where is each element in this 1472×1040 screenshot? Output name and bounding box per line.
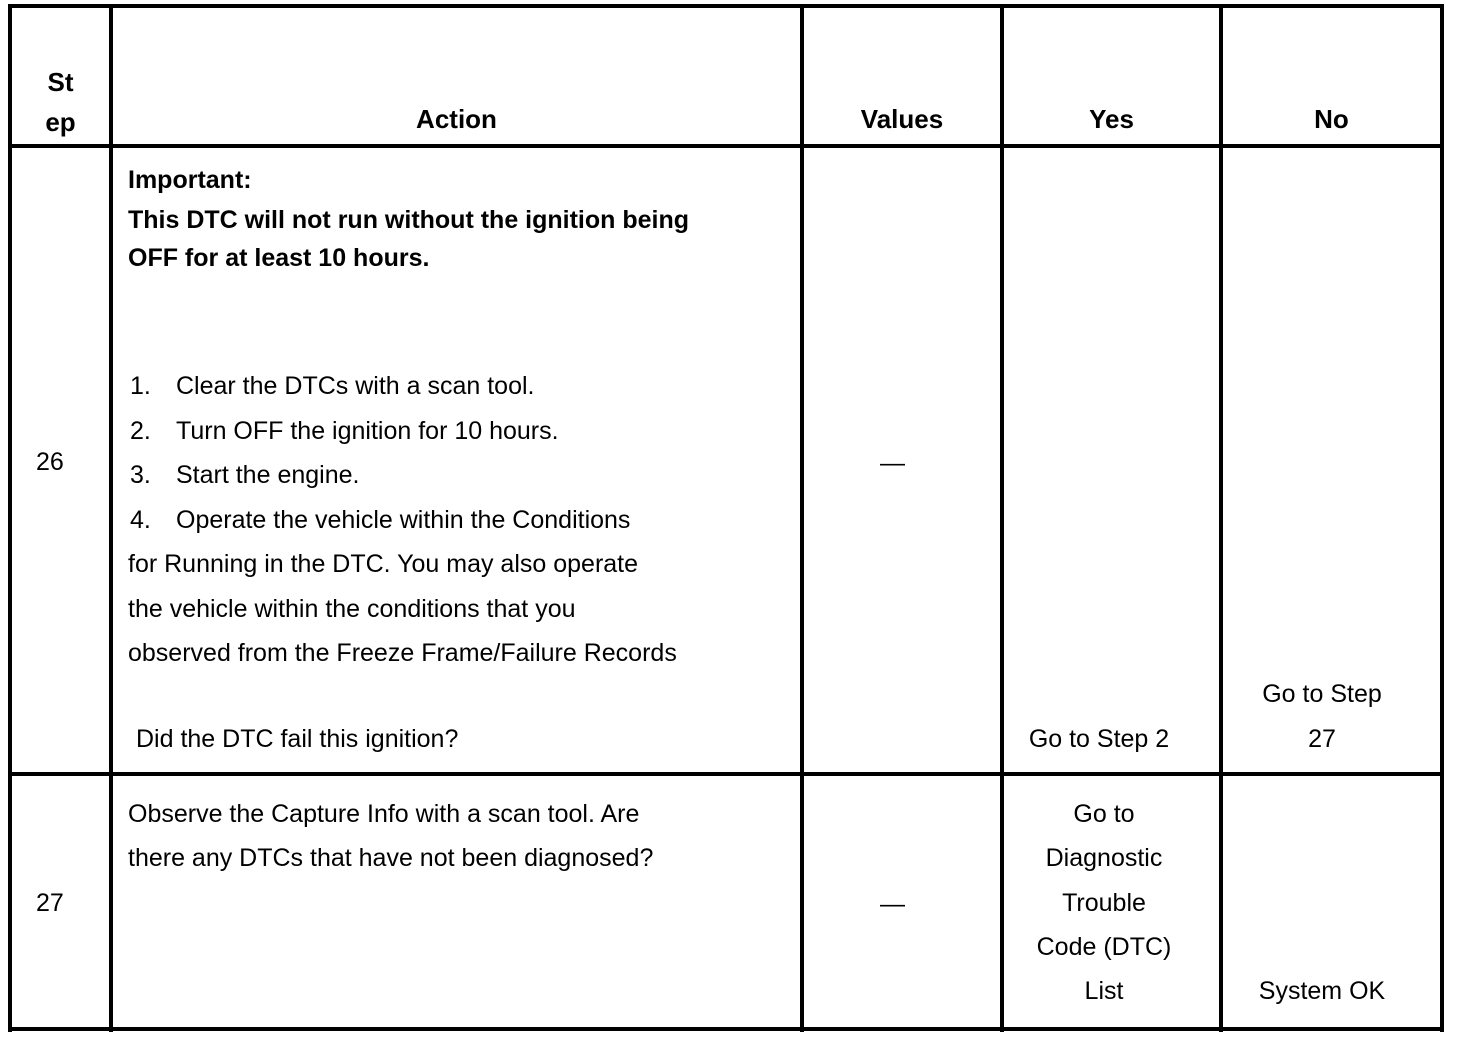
values-dash: — [880,890,905,918]
continuation-line: for Running in the DTC. You may also operate [128,550,639,578]
step-number: 26 [36,448,64,476]
yes-action-line: Trouble [1062,889,1146,917]
yes-action: Go to Step 2 [1028,725,1170,753]
no-action-line1: Go to Step [1262,680,1382,708]
list-item-number: 4. [130,506,151,534]
header-values: Values [860,104,944,134]
list-item-text: Turn OFF the ignition for 10 hours. [176,417,559,445]
col-divider-action [800,6,804,1032]
yes-action-line: List [1084,977,1124,1005]
header-step [12,62,109,142]
list-item-text: Clear the DTCs with a scan tool. [176,372,535,400]
action-line: there any DTCs that have not been diagnosed? [128,844,654,872]
row-divider [8,772,1444,776]
yes-action-line: Go to [1073,800,1135,828]
header-action: Action [416,104,497,134]
important-label: Important: [128,166,252,194]
no-action-line2: 27 [1308,725,1336,753]
header-step-line1: St [47,67,74,97]
yes-action-line: Code (DTC) [1036,933,1172,961]
header-yes: Yes [1089,104,1134,134]
table-left-border [8,6,12,1032]
action-line: Observe the Capture Info with a scan tool. Are [128,800,640,828]
list-item-text: Start the engine. [176,461,360,489]
list-item-number: 2. [130,417,151,445]
question-text: Did the DTC fail this ignition? [136,725,459,753]
yes-action-line: Diagnostic [1045,844,1163,872]
col-divider-step [109,6,113,1032]
col-divider-yes [1219,6,1223,1032]
continuation-line: observed from the Freeze Frame/Failure Records [128,639,677,667]
list-item-number: 1. [130,372,151,400]
list-item-number: 3. [130,461,151,489]
table-top-border [8,4,1444,8]
important-text-line2: OFF for at least 10 hours. [128,244,430,272]
header-divider [8,144,1444,148]
header-no: No [1314,104,1349,134]
important-text-line1: This DTC will not run without the ignition being [128,206,690,234]
table-bottom-border [8,1027,1444,1031]
values-dash: — [880,449,905,477]
list-item-text: Operate the vehicle within the Conditions [176,506,631,534]
header-step-line2: ep [45,107,76,137]
table-right-border [1440,6,1444,1032]
step-number: 27 [36,889,64,917]
continuation-line: the vehicle within the conditions that you [128,595,576,623]
no-action: System OK [1258,977,1386,1005]
